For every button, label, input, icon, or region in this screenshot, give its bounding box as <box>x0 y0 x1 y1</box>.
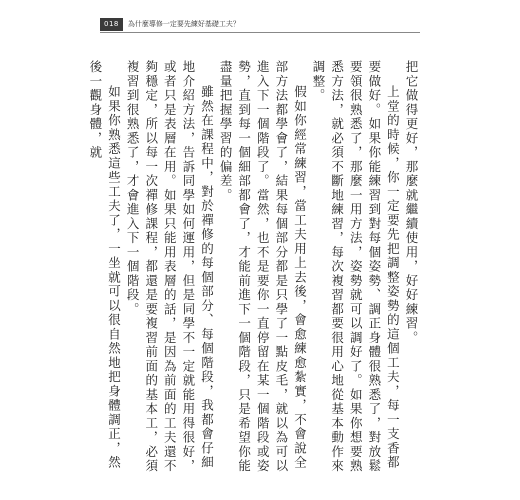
header-divider <box>100 32 420 33</box>
paragraph: 假如你經常練習，當工夫用上去後，會愈練愈紮實，不會說全部方法都學會了，結果每個部分都是只學了一點皮毛，就以為可以進入下一個階段了。當然，也不是要你一直停留在某一個階段或姿勢，直到每一個細部都會了，才能前進下一個階段，只是希望你能盡量把握學習的偏差。 <box>218 60 308 474</box>
page-number: 018 <box>100 18 123 31</box>
body-text <box>87 60 420 480</box>
chapter-title: 為什麼導修一定要先練好基礎工夫？ <box>127 20 240 28</box>
paragraph: 如果你熟悉這些工夫了，一坐就可以很自然地把身體調正，然後一觀身體，就 <box>87 60 122 470</box>
paragraph-continued: 把它做得更好，那麼就繼續使用，好好練習。 <box>404 60 419 345</box>
paragraph: 上堂的時候，你一定要先把調整姿勢的這個工夫，每一支香都要做好。如果你能練習到對每個姿勢、調正身體很熟悉了，對放鬆要領很熟悉了，那麼一用方法，姿勢就可以調好了。如果你想要熟悉方法，就必須不斷地練習，每次複習都要很用心地從基本動作來調整。 <box>311 60 401 474</box>
running-header <box>100 16 240 32</box>
paragraph: 雖然在課程中，對於禪修的每個部分、每個階段，我都會仔細地介紹方法，告訴同學如何運用，但是同學不一定就能用得很好，或者只是表層在用。如果只能用表層的話，是因為前面的工夫還不夠穩定，所以每一次禪修課程，都還是要複習前面的基本工，必須複習到很熟悉了，才會進入下一個階段。 <box>125 60 215 474</box>
